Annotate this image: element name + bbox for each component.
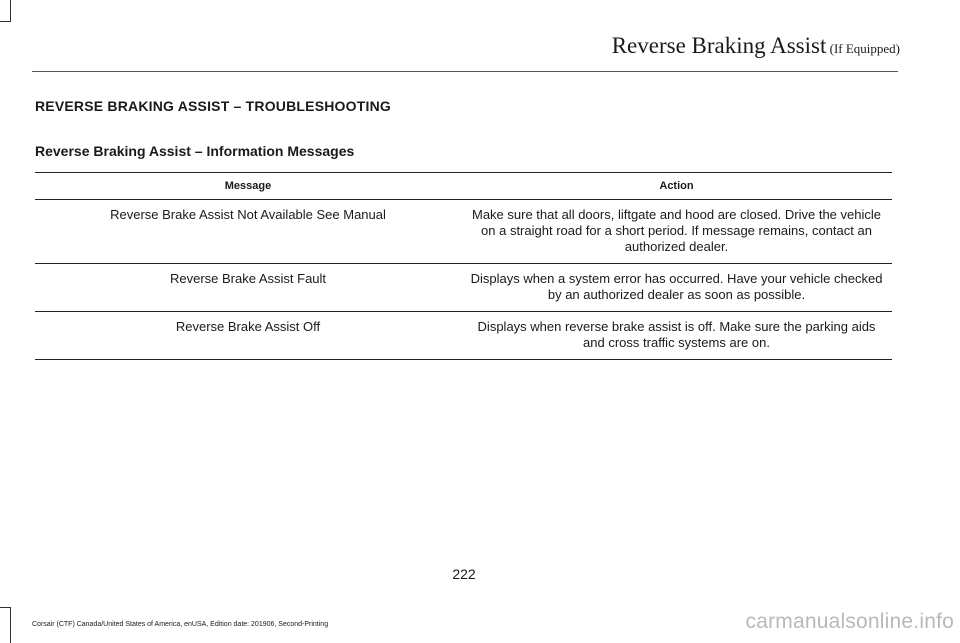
column-header-action: Action bbox=[461, 173, 892, 200]
action-cell: Displays when reverse brake assist is off. Make sure the parking aids and cross traffic systems are on. bbox=[461, 312, 892, 360]
column-header-message: Message bbox=[35, 173, 461, 200]
action-cell: Make sure that all doors, liftgate and hood are closed. Drive the vehicle on a straight road for a short period. If message remains, contact an authorized dealer. bbox=[461, 200, 892, 264]
crop-mark-top-left-horizontal bbox=[0, 21, 11, 22]
message-cell: Reverse Brake Assist Fault bbox=[35, 264, 461, 312]
crop-mark-top-left-vertical bbox=[10, 0, 11, 22]
messages-table bbox=[35, 172, 892, 360]
header-divider bbox=[32, 71, 898, 72]
page-header-title bbox=[0, 33, 900, 59]
footer-edition-text: Corsair (CTF) Canada/United States of America, enUSA, Edition date: 201906, Second-Printing bbox=[32, 621, 329, 628]
table-header-row bbox=[35, 173, 892, 200]
watermark-text: carmanualsonline.info bbox=[745, 610, 954, 633]
section-heading: REVERSE BRAKING ASSIST – TROUBLESHOOTING bbox=[35, 98, 391, 114]
crop-mark-bottom-left-vertical bbox=[10, 607, 11, 643]
table-row bbox=[35, 312, 892, 360]
header-title-text: Reverse Braking Assist bbox=[611, 33, 827, 58]
message-cell: Reverse Brake Assist Not Available See Manual bbox=[35, 200, 461, 264]
table-row bbox=[35, 264, 892, 312]
table-heading: Reverse Braking Assist – Information Messages bbox=[35, 143, 355, 159]
message-cell: Reverse Brake Assist Off bbox=[35, 312, 461, 360]
table-row bbox=[35, 200, 892, 264]
crop-mark-bottom-left-horizontal bbox=[0, 607, 11, 608]
header-subtitle-text: (If Equipped) bbox=[826, 41, 900, 56]
action-cell: Displays when a system error has occurred. Have your vehicle checked by an authorized dealer as soon as possible. bbox=[461, 264, 892, 312]
page-number: 222 bbox=[452, 566, 476, 582]
